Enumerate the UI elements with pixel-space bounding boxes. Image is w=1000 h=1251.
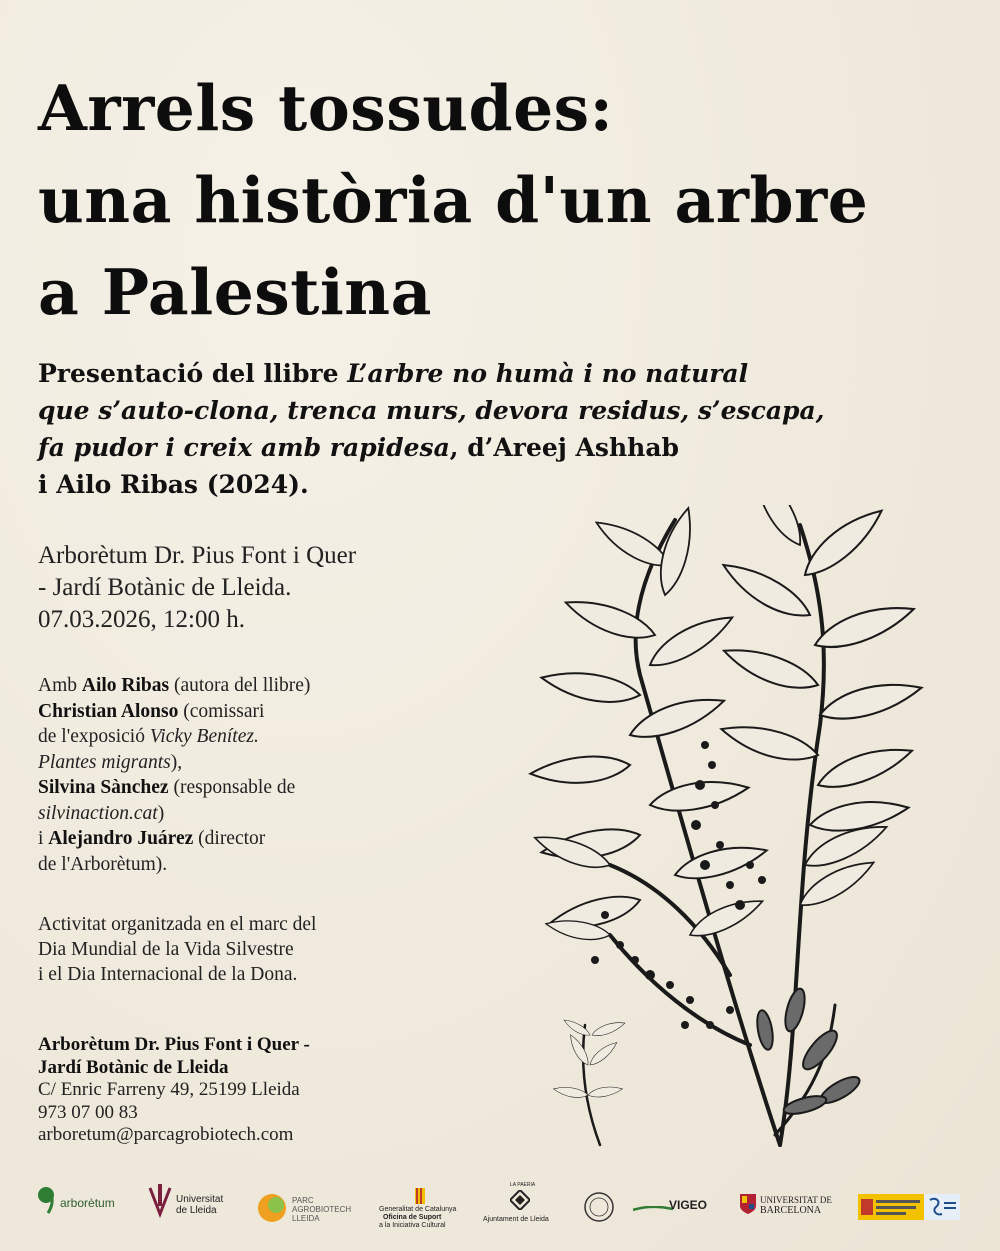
vigeo-swoosh-icon (633, 1206, 673, 1212)
event-context (38, 912, 316, 987)
guest-name: Ailo Ribas (81, 675, 170, 696)
guest-line: de l'Arborètum). (38, 853, 168, 875)
logo-text: Oficina de Suport (383, 1214, 442, 1221)
guest-intro: Amb (38, 675, 82, 696)
seed-pod-icon (755, 987, 863, 1118)
logo-text: UNIVERSITAT DE (760, 1195, 832, 1205)
government-banner-icon (858, 1194, 960, 1220)
logo-text: arborètum (60, 1196, 115, 1210)
guest-role: de l'exposició (38, 726, 150, 747)
guest-role: (responsable de (168, 777, 296, 798)
logo-universitat-lleida (148, 1182, 238, 1232)
logo-text: Ajuntament de Lleida (483, 1216, 549, 1223)
logo-generalitat (375, 1182, 465, 1232)
poster-title (38, 62, 978, 338)
contact-name-line-2 (38, 1057, 310, 1080)
logo-universitat-barcelona (740, 1182, 840, 1232)
logo-text: PARC (292, 1196, 314, 1205)
paeria-shield-icon (510, 1190, 530, 1210)
context-line-2: Dia Mundial de la Vida Silvestre (38, 939, 294, 960)
logo-text: LLEIDA (292, 1214, 320, 1223)
venue-line-1: Arborètum Dr. Pius Font i Quer (38, 542, 357, 569)
seal-icon (583, 1191, 615, 1223)
guest-list (38, 673, 310, 877)
tree-branch-illustration (500, 505, 990, 1175)
subtitle-line-3 (38, 429, 978, 466)
guest-name: Silvina Sànchez (38, 777, 169, 798)
guest-line (38, 801, 310, 827)
logo-ministerio-agencia (858, 1182, 960, 1232)
title-line-1: Arrels tossudes: (38, 71, 614, 145)
logo-text: a la Iniciativa Cultural (379, 1222, 446, 1229)
logo-text: LA PAERIA (510, 1182, 536, 1188)
context-line-1: Activitat organitzada en el marc del (38, 914, 317, 935)
logo-parc-agrobiotech (256, 1182, 356, 1232)
contact-name-line-1 (38, 1034, 310, 1057)
exhibition-title: Plantes migrants (38, 751, 171, 773)
contact-name: Arborètum Dr. Pius Font i Quer - (38, 1034, 310, 1055)
exhibition-title: Vicky Benítez. (149, 726, 259, 747)
contact-block (38, 1034, 310, 1147)
book-title-part-3: fa pudor i creix amb rapidesa (38, 433, 450, 462)
logo-text: AGROBIOTECH (292, 1205, 352, 1214)
guest-line (38, 775, 310, 801)
authors-part-1: , d’Areej Ashhab (449, 433, 680, 462)
guest-role: (autora del llibre) (169, 675, 311, 696)
book-presentation (38, 355, 978, 503)
logo-vigeo (633, 1182, 723, 1232)
guest-line (38, 826, 310, 852)
guest-role: ), (170, 751, 183, 773)
tree-logo-icon (36, 1185, 62, 1215)
contact-address: C/ Enric Farreny 49, 25199 Lleida (38, 1079, 300, 1100)
guest-line (38, 724, 310, 750)
contact-name: Jardí Botànic de Lleida (38, 1056, 229, 1078)
guest-role: (comissari (178, 700, 265, 722)
guest-line (38, 699, 310, 725)
logo-text: Universitat (176, 1194, 224, 1205)
logo-text: Generalitat de Catalunya (379, 1206, 457, 1213)
logo-text: VIGEO (669, 1198, 708, 1212)
title-line-2: una història d'un arbre (38, 163, 869, 237)
title-line-3: a Palestina (38, 255, 432, 329)
guest-role: ) (157, 802, 165, 824)
logo-arboretum (36, 1182, 116, 1232)
udl-crest-icon (148, 1184, 172, 1218)
guest-line (38, 750, 310, 776)
sponsor-logos (30, 1182, 970, 1232)
sprout-icon (553, 1017, 627, 1100)
event-venue (38, 540, 356, 636)
guest-name: Alejandro Juárez (48, 828, 194, 849)
ub-shield-icon (740, 1194, 756, 1214)
subtitle-line-2 (38, 392, 978, 429)
subtitle-line-1 (38, 355, 978, 392)
venue-line-2: - Jardí Botànic de Lleida. (38, 574, 292, 601)
book-title-part-1: L’arbre no humà i no natural (347, 359, 749, 388)
flower-cluster-icon (591, 741, 766, 1029)
event-datetime: 07.03.2026, 12:00 h. (38, 606, 245, 633)
logo-text: de Lleida (176, 1205, 217, 1216)
parc-logo-icon (256, 1192, 288, 1224)
senyera-icon (415, 1188, 425, 1204)
guest-line (38, 673, 310, 699)
contact-phone: 973 07 00 83 (38, 1101, 138, 1123)
contact-email: arboretum@parcagrobiotech.com (38, 1124, 294, 1145)
guest-role: (director (193, 828, 266, 849)
leaf-cluster-icon (529, 505, 924, 944)
logo-text: BARCELONA (760, 1205, 822, 1216)
logo-paeria-lleida (480, 1182, 560, 1232)
website-name: silvinaction.cat (38, 802, 158, 824)
subtitle-line-4: i Ailo Ribas (2024). (38, 470, 309, 499)
guest-name: Christian Alonso (38, 700, 179, 722)
logo-circle-seal (583, 1182, 623, 1232)
context-line-3: i el Dia Internacional de la Dona. (38, 964, 298, 985)
guest-intro: i (38, 828, 49, 849)
subtitle-lead: Presentació del llibre (38, 359, 348, 388)
book-title-part-2: que s’auto-clona, trenca murs, devora residus, s’escapa, (38, 396, 825, 425)
